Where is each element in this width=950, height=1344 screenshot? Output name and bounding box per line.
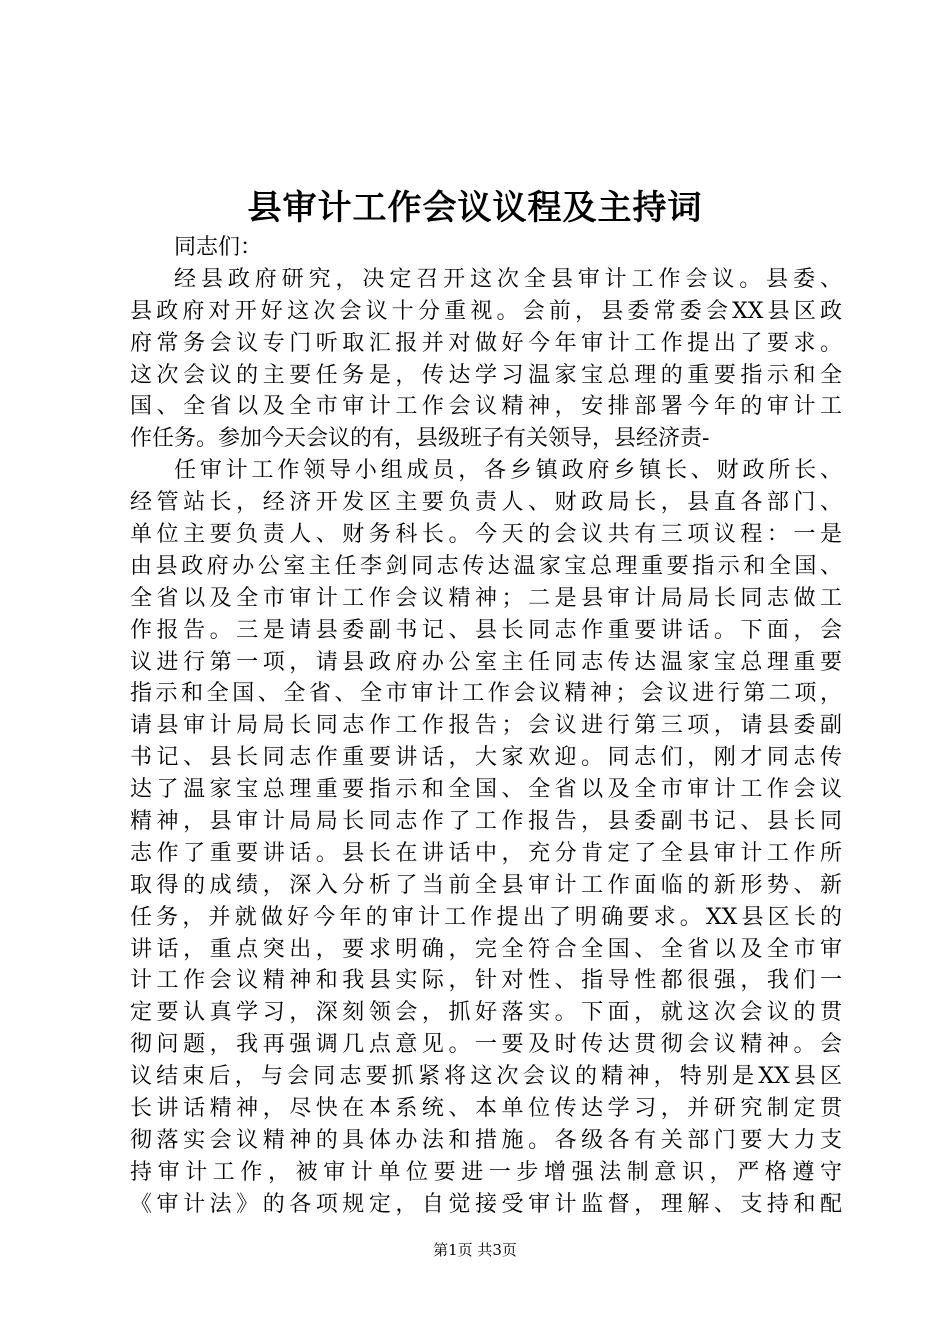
body-line: 持审计工作，被审计单位要进一步增强法制意识，严格遵守 (130, 1159, 842, 1185)
body-line: 请县审计局局长同志作工作报告；会议进行第三项，请县委副 (130, 713, 842, 739)
body-line: 议结束后，与会同志要抓紧将这次会议的精神，特别是XX县区 (130, 1064, 842, 1090)
body-line: 作报告。三是请县委副书记、县长同志作重要讲话。下面，会 (130, 617, 842, 643)
body-line: 讲话，重点突出，要求明确，完全符合全国、全省以及全市审 (130, 936, 842, 962)
body-line: 府常务会议专门听取汇报并对做好今年审计工作提出了要求。 (130, 330, 842, 356)
body-line: 单位主要负责人、财务科长。今天的会议共有三项议程：一是 (130, 522, 842, 548)
body-line: 精神，县审计局局长同志作了工作报告，县委副书记、县长同 (130, 809, 842, 835)
body-line: 这次会议的主要任务是，传达学习温家宝总理的重要指示和全 (130, 362, 842, 388)
body-line: 取得的成绩，深入分析了当前全县审计工作面临的新形势、新 (130, 872, 842, 898)
body-line: 经管站长，经济开发区主要负责人、财政局长，县直各部门、 (130, 490, 842, 516)
body-line: 彻问题，我再强调几点意见。一要及时传达贯彻会议精神。会 (130, 1032, 842, 1058)
document-title: 县审计工作会议议程及主持词 (247, 188, 703, 228)
body-line: 议进行第一项，请县政府办公室主任同志传达温家宝总理重要 (130, 649, 842, 675)
body-line: 作任务。参加今天会议的有，县级班子有关领导，县经济责- (130, 426, 710, 452)
body-line: 定要认真学习，深刻领会，抓好落实。下面，就这次会议的贯 (130, 1000, 842, 1026)
body-line: 指示和全国、全省、全市审计工作会议精神；会议进行第二项， (130, 681, 842, 707)
body-line: 《审计法》的各项规定，自觉接受审计监督，理解、支持和配 (130, 1191, 842, 1217)
page-footer: 第1页 共3页 (433, 1241, 517, 1259)
body-line: 彻落实会议精神的具体办法和措施。各级各有关部门要大力支 (130, 1127, 842, 1153)
body-line: 县政府对开好这次会议十分重视。会前，县委常委会XX县区政 (130, 298, 842, 324)
body-line: 达了温家宝总理重要指示和全国、全省以及全市审计工作会议 (130, 777, 842, 803)
body-line: 长讲话精神，尽快在本系统、本单位传达学习，并研究制定贯 (130, 1096, 842, 1122)
body-line: 同志们： (174, 235, 263, 260)
document-body (130, 232, 842, 1221)
body-line: 由县政府办公室主任李剑同志传达温家宝总理重要指示和全国、 (130, 553, 842, 579)
body-line: 任务，并就做好今年的审计工作提出了明确要求。XX县区长的 (130, 904, 842, 930)
body-line: 全省以及全市审计工作会议精神；二是县审计局局长同志做工 (130, 585, 842, 611)
body-line: 书记、县长同志作重要讲话，大家欢迎。同志们，刚才同志传 (130, 745, 842, 771)
body-line: 计工作会议精神和我县实际，针对性、指导性都很强，我们一 (130, 968, 842, 994)
body-line: 经县政府研究，决定召开这次全县审计工作会议。县委、 (174, 266, 842, 292)
body-line: 任审计工作领导小组成员，各乡镇政府乡镇长、财政所长、 (174, 458, 842, 484)
body-line: 志作了重要讲话。县长在讲话中，充分肯定了全县审计工作所 (130, 840, 842, 866)
body-line: 国、全省以及全市审计工作会议精神，安排部署今年的审计工 (130, 394, 842, 420)
